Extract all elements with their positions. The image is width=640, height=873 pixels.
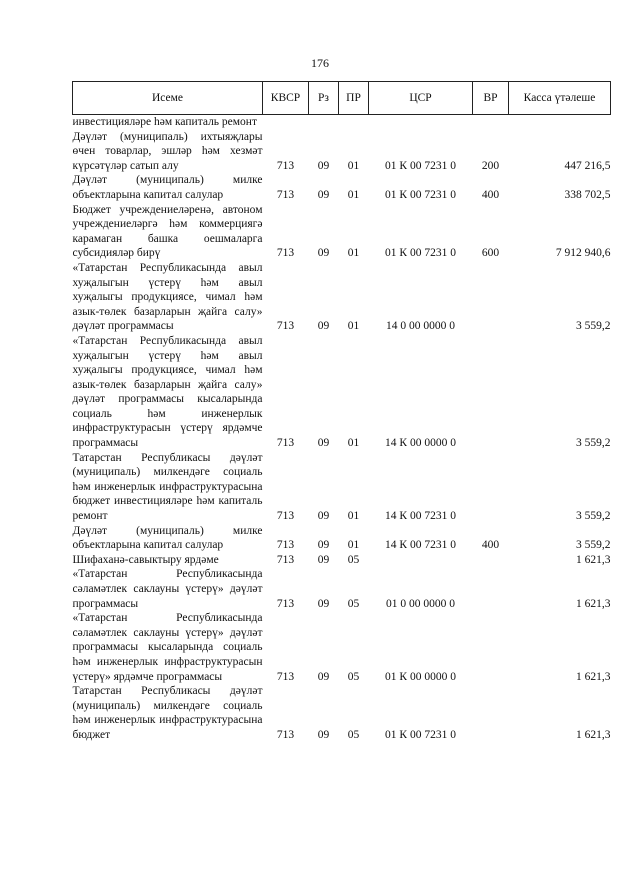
col-header-name: Исеме: [73, 82, 263, 115]
table-row: [73, 684, 611, 742]
table-row: [73, 130, 611, 174]
cell-amount: 7 912 940,6: [555, 247, 611, 260]
cell-kvsr: 713: [276, 553, 295, 566]
cell-pr: 01: [347, 510, 360, 523]
cell-csr: 01 К 00 7231 0: [385, 159, 456, 172]
table-header: [73, 82, 611, 115]
cell-rz: 09: [317, 510, 330, 523]
cell-pr: 01: [347, 159, 360, 172]
cell-kvsr: 713: [276, 247, 295, 260]
cell-rz: [309, 115, 339, 130]
cell-pr: 01: [347, 188, 360, 201]
table-row: [73, 115, 611, 130]
cell-csr: 01 0 00 0000 0: [386, 597, 455, 610]
cell-amount: 3 559,2: [576, 539, 611, 552]
cell-name: Татарстан Республикасы дәүләт (муниципаль) милкендәге социаль һәм инженерлык инфраструктурасына бюджет инвестицияләре һәм капиталь ремонт: [72, 451, 263, 523]
cell-rz: 09: [317, 539, 330, 552]
cell-amount: 1 621,3: [576, 553, 611, 566]
cell-kvsr: [263, 115, 309, 130]
cell-rz: 09: [317, 437, 330, 450]
cell-csr: 14 К 00 0000 0: [385, 437, 456, 450]
cell-amount: 3 559,2: [576, 510, 611, 523]
table-row: [73, 261, 611, 334]
cell-amount: 447 216,5: [564, 159, 611, 172]
cell-pr: 05: [347, 597, 360, 610]
cell-pr: [339, 115, 369, 130]
table-row: [73, 567, 611, 611]
cell-csr: 01 К 00 7231 0: [385, 247, 456, 260]
table-body: [73, 115, 611, 743]
col-header-rz: Рз: [309, 82, 339, 115]
cell-amount: 1 621,3: [576, 728, 611, 741]
cell-name: «Татарстан Республикасында сәламәтлек саклауны үстерү» дәүләт программасы кысаларында социаль һәм инженерлык инфраструктурасын үстерү» ярдәмче программасы: [72, 612, 263, 683]
cell-pr: 05: [347, 553, 360, 566]
cell-csr: 14 К 00 7231 0: [385, 510, 456, 523]
cell-kvsr: 713: [276, 597, 295, 610]
col-header-kvsr: КВСР: [263, 82, 309, 115]
cell-amount: 1 621,3: [576, 670, 611, 683]
cell-name: Дәүләт (муниципаль) милке объектларына капитал салулар: [72, 174, 263, 201]
cell-name: «Татарстан Республикасында авыл хуҗалыгын үстерү һәм авыл хуҗалыгы продукциясе, чимал һәм азык-төлек базарларын җайга салу» дәүләт программасы: [72, 261, 263, 333]
table-row: [73, 524, 611, 553]
cell-pr: 01: [347, 539, 360, 552]
cell-rz: 09: [317, 597, 330, 610]
cell-kvsr: 713: [276, 188, 295, 201]
cell-vr: 400: [481, 539, 500, 552]
cell-csr: 14 0 00 0000 0: [386, 320, 455, 333]
cell-vr: [473, 684, 509, 742]
table-row: [73, 203, 611, 261]
cell-kvsr: 713: [276, 670, 295, 683]
cell-vr: 200: [481, 159, 500, 172]
table-row: [73, 611, 611, 684]
cell-amount: [509, 115, 611, 130]
cell-name: Дәүләт (муниципаль) милке объектларына капитал салулар: [72, 524, 263, 552]
cell-vr: 400: [481, 188, 500, 201]
cell-csr: 14 К 00 7231 0: [385, 539, 456, 552]
cell-rz: 09: [317, 247, 330, 260]
cell-name: Бюджет учреждениеләренә, автоном учреждениеләргә һәм коммерциягә карамаган башка оешмаларга субсидияләр бирү: [72, 203, 263, 260]
cell-rz: 09: [317, 728, 330, 741]
cell-csr: [369, 553, 473, 568]
cell-pr: 01: [347, 320, 360, 333]
cell-kvsr: 713: [276, 510, 295, 523]
cell-vr: [473, 553, 509, 568]
cell-name: «Татарстан Республикасында сәламәтлек саклауны үстерү» дәүләт программасы: [72, 568, 263, 610]
cell-kvsr: 713: [276, 320, 295, 333]
cell-kvsr: 713: [276, 159, 295, 172]
cell-vr: [473, 611, 509, 684]
cell-pr: 05: [347, 670, 360, 683]
table-row: [73, 334, 611, 451]
cell-amount: 1 621,3: [576, 597, 611, 610]
cell-rz: 09: [317, 670, 330, 683]
table-row: [73, 451, 611, 524]
budget-table: [72, 81, 611, 743]
cell-name: Татарстан Республикасы дәүләт (муниципаль) милкендәге социаль һәм инженерлык инфраструктурасына бюджет: [72, 685, 263, 741]
cell-vr: 600: [481, 247, 500, 260]
cell-name: инвестицияләре һәм капиталь ремонт: [72, 116, 257, 128]
cell-amount: 338 702,5: [564, 188, 611, 201]
cell-rz: 09: [317, 320, 330, 333]
cell-name: Шифаханә-савыктыру ярдәме: [72, 553, 219, 566]
cell-csr: [369, 115, 473, 130]
cell-kvsr: 713: [276, 437, 295, 450]
cell-csr: 01 К 00 0000 0: [385, 670, 456, 683]
cell-name: «Татарстан Республикасында авыл хуҗалыгын үстерү һәм авыл хуҗалыгы продукциясе, чимал һәм азык-төлек базарларын җайга салу» дәүләт программасы кысаларында социаль һәм инженерлык инфраструктурасын үстерү ярдәмче программасы: [72, 334, 263, 450]
cell-csr: 01 К 00 7231 0: [385, 188, 456, 201]
table-row: [73, 553, 611, 568]
col-header-vr: ВР: [473, 82, 509, 115]
cell-vr: [473, 567, 509, 611]
cell-kvsr: 713: [276, 728, 295, 741]
cell-rz: 09: [317, 188, 330, 201]
cell-vr: [473, 261, 509, 334]
cell-amount: 3 559,2: [576, 320, 611, 333]
col-header-csr: ЦСР: [369, 82, 473, 115]
table-row: [73, 173, 611, 202]
cell-vr: [473, 451, 509, 524]
cell-amount: 3 559,2: [576, 437, 611, 450]
cell-pr: 01: [347, 247, 360, 260]
col-header-pr: ПР: [339, 82, 369, 115]
cell-rz: 09: [317, 159, 330, 172]
cell-kvsr: 713: [276, 539, 295, 552]
cell-csr: 01 К 00 7231 0: [385, 728, 456, 741]
cell-rz: 09: [317, 553, 330, 566]
cell-pr: 01: [347, 437, 360, 450]
cell-name: Дәүләт (муниципаль) ихтыяҗлары өчен товарлар, эшләр һәм хезмәт күрсәтүләр сатып алу: [72, 130, 263, 172]
cell-vr: [473, 334, 509, 451]
col-header-kassa: Касса үтәлеше: [509, 82, 611, 115]
cell-pr: 05: [347, 728, 360, 741]
page-number: 176: [311, 56, 329, 70]
cell-vr: [473, 115, 509, 130]
